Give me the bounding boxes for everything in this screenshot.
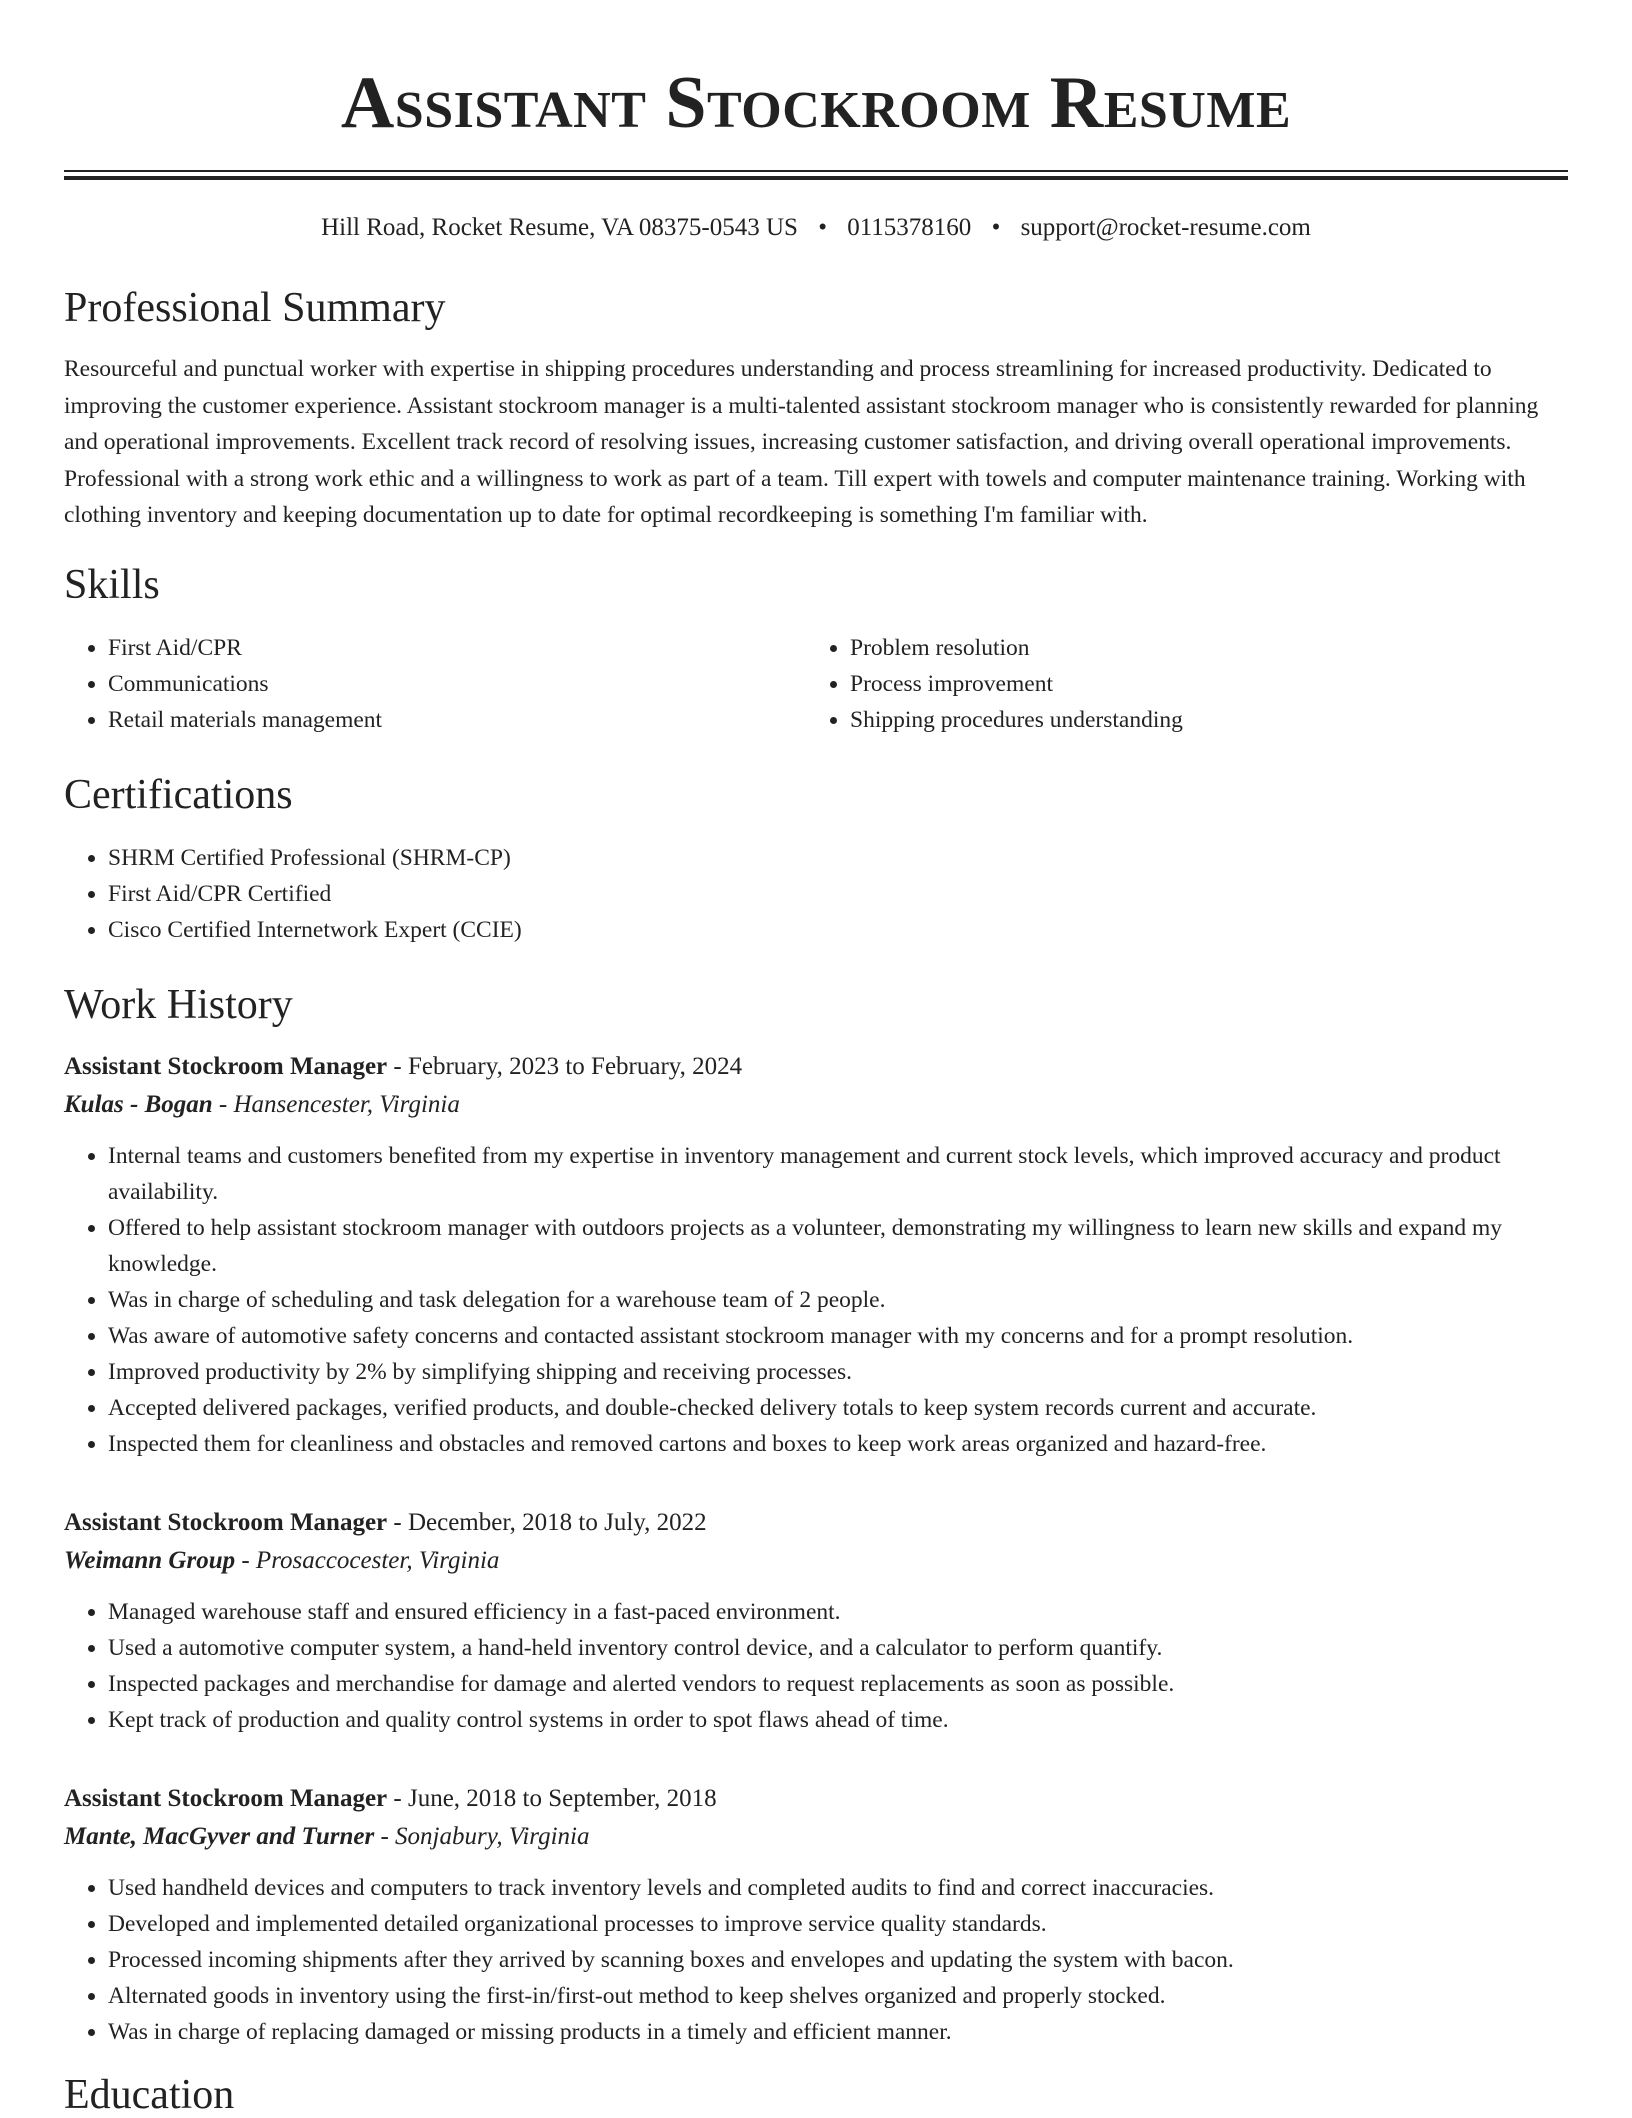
contact-address: Hill Road, Rocket Resume, VA 08375-0543 US <box>321 214 798 241</box>
job-bullet: • Managed warehouse staff and ensured efficiency in a fast-paced environment. <box>108 1594 1568 1630</box>
contact-separator: • <box>991 214 1001 241</box>
job-location: - Hansencester, Virginia <box>212 1091 460 1119</box>
skills-heading: Skills <box>64 561 160 608</box>
job-bullet: • Alternated goods in inventory using the first-in/first-out method to keep shelves organized and properly stocked. <box>108 1978 1568 2014</box>
certification-item: • First Aid/CPR Certified <box>108 876 1568 912</box>
job-dates: - June, 2018 to September, 2018 <box>387 1785 717 1813</box>
job-bullet: • Kept track of production and quality control systems in order to spot flaws ahead of time. <box>108 1702 1568 1738</box>
job-company: Kulas - Bogan <box>64 1091 213 1119</box>
skill-item: • First Aid/CPR <box>108 630 806 666</box>
job-bullet: • Developed and implemented detailed organizational processes to improve service quality standards. <box>108 1906 1568 1942</box>
contact-line <box>64 213 1568 243</box>
job-entry <box>64 1784 1568 2050</box>
contact-phone: 0115378160 <box>847 214 972 241</box>
job-bullet: • Inspected packages and merchandise for damage and alerted vendors to request replacements as soon as possible. <box>108 1666 1568 1702</box>
title-double-rule <box>64 170 1568 180</box>
job-company-line <box>64 1090 1568 1120</box>
job-bullet: • Accepted delivered packages, verified products, and double-checked delivery totals to keep system records current and accurate. <box>108 1390 1568 1426</box>
job-entry <box>64 1052 1568 1462</box>
skill-item: • Shipping procedures understanding <box>850 702 1548 738</box>
job-bullet: • Inspected them for cleanliness and obstacles and removed cartons and boxes to keep work areas organized and hazard-free. <box>108 1426 1568 1462</box>
job-location: - Prosaccocester, Virginia <box>235 1547 500 1575</box>
resume-title: Assistant Stockroom Resume <box>340 62 1292 144</box>
job-role: Assistant Stockroom Manager <box>64 1785 388 1813</box>
job-company: Weimann Group <box>64 1547 236 1575</box>
job-title-line <box>64 1052 1568 1082</box>
summary-text: Resourceful and punctual worker with expertise in shipping procedures understanding and process streamlining for increased productivity. Dedicated to improving the customer experience. Assistant stockroom manager is a multi-talented assistant stockroom manager who is consistently rewarded for planning and operational improvements. Excellent track record of resolving issues, increasing customer satisfaction, and driving overall operational improvements. Professional with a strong work ethic and a willingness to work as part of a team. Till expert with towels and computer maintenance training. Working with clothing inventory and keeping documentation up to date for optimal recordkeeping is something I'm familiar with. <box>64 356 1539 529</box>
job-dates: - December, 2018 to July, 2022 <box>387 1509 707 1537</box>
education-heading: Education <box>64 2072 235 2118</box>
job-title-line <box>64 1784 1568 1814</box>
job-bullet: • Was in charge of replacing damaged or missing products in a timely and efficient manner. <box>108 2014 1568 2050</box>
contact-email: support@rocket-resume.com <box>1020 214 1311 241</box>
job-bullet-list <box>64 1138 1568 1462</box>
certification-item: • SHRM Certified Professional (SHRM-CP) <box>108 840 1568 876</box>
job-bullet: • Was in charge of scheduling and task delegation for a warehouse team of 2 people. <box>108 1282 1568 1318</box>
certifications-heading: Certifications <box>64 771 293 818</box>
job-bullet: • Processed incoming shipments after they arrived by scanning boxes and envelopes and updating the system with bacon. <box>108 1942 1568 1978</box>
certifications-list <box>64 840 1568 948</box>
skill-item: • Retail materials management <box>108 702 806 738</box>
job-bullet-list <box>64 1870 1568 2050</box>
job-entry <box>64 1508 1568 1738</box>
skills-column-left <box>64 630 806 738</box>
job-dates: - February, 2023 to February, 2024 <box>387 1053 743 1081</box>
skill-item: • Process improvement <box>850 666 1548 702</box>
job-company-line <box>64 1822 1568 1852</box>
skills-column-right <box>806 630 1548 738</box>
job-company-line <box>64 1546 1568 1576</box>
job-location: - Sonjabury, Virginia <box>374 1823 590 1851</box>
job-bullet: • Improved productivity by 2% by simplifying shipping and receiving processes. <box>108 1354 1568 1390</box>
job-role: Assistant Stockroom Manager <box>64 1509 388 1537</box>
job-role: Assistant Stockroom Manager <box>64 1053 388 1081</box>
job-bullet-list <box>64 1594 1568 1738</box>
contact-separator: • <box>818 214 827 241</box>
job-bullet: • Was aware of automotive safety concerns and contacted assistant stockroom manager with my concerns and for a prompt resolution. <box>108 1318 1568 1354</box>
job-bullet: • Used handheld devices and computers to track inventory levels and completed audits to find and correct inaccuracies. <box>108 1870 1568 1906</box>
skill-item: • Problem resolution <box>850 630 1548 666</box>
job-bullet: • Internal teams and customers benefited from my expertise in inventory management and current stock levels, which improved accuracy and product availability. <box>108 1138 1568 1210</box>
summary-heading: Professional Summary <box>64 285 446 331</box>
certification-item: • Cisco Certified Internetwork Expert (CCIE) <box>108 912 1568 948</box>
job-title-line <box>64 1508 1568 1538</box>
job-bullet: • Used a automotive computer system, a hand-held inventory control device, and a calculator to perform quantify. <box>108 1630 1568 1666</box>
job-bullet: • Offered to help assistant stockroom manager with outdoors projects as a volunteer, demonstrating my willingness to learn new skills and expand my knowledge. <box>108 1210 1568 1282</box>
skill-item: • Communications <box>108 666 806 702</box>
job-company: Mante, MacGyver and Turner <box>64 1823 375 1851</box>
work-history-heading: Work History <box>64 982 293 1029</box>
skills-grid <box>64 630 1568 738</box>
resume-page <box>64 0 1568 2118</box>
